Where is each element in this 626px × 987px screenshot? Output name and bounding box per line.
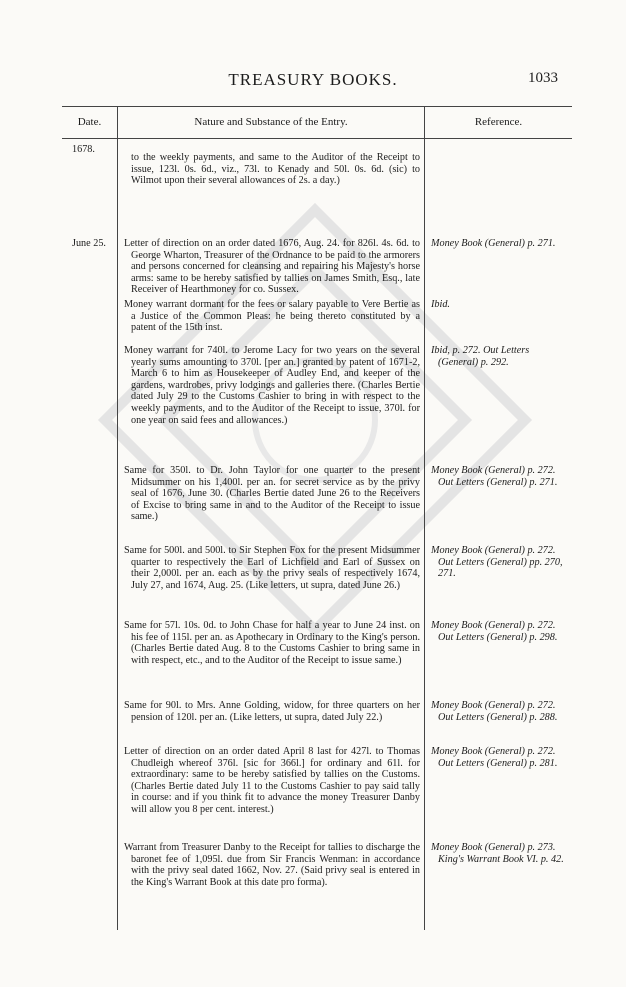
entry-reference: Ibid.	[431, 299, 450, 310]
column-header-nature: Nature and Substance of the Entry.	[194, 116, 348, 128]
entry-reference: Money Book (General) p. 272. Out Letters (General) p. 271.	[431, 465, 558, 488]
page-number: 1033	[528, 70, 558, 86]
entry-reference: Money Book (General) p. 273. King's Warrant Book VI. p. 42.	[431, 842, 564, 865]
entry-text: Money warrant dormant for the fees or salary payable to Vere Bertie as a Justice of the Common Pleas: he being thereto constituted by a patent of the 15th inst.	[124, 299, 420, 334]
entry-text: Same for 500l. and 500l. to Sir Stephen Fox for the present Midsummer quarter to respectively the Earl of Lichfield and Earl of Sussex on their 2,000l. per an. each as by the privy seals of respectively 1674, July 27, and 1674, Aug. 25. (Like letters, ut supra, dated June 26.)	[124, 545, 420, 591]
entry-text: Letter of direction on an order dated 1676, Aug. 24. for 826l. 4s. 6d. to George Wharton, Treasurer of the Ordnance to be paid to the armorers and persons concerned for cleansing and repairing his Majesty's horse arms: same to be hereby satisfied by tallies on James Smith, Esq., late Receiver of Hearthmoney for co. Sussex.	[124, 238, 420, 296]
entry-text: Letter of direction on an order dated April 8 last for 427l. to Thomas Chudleigh whereof 376l. [sic for 366l.] for ordinary and 61l. for extraordinary: same to be hereby satisfied by tallies on the Customs. (Charles Bertie dated July 11 to the Customs Cashier to pay said tally in course: and if you think fit to advance the money Treasurer Danby will allow you 8 per cent. interest.)	[124, 746, 420, 815]
column-header-date: Date.	[77, 116, 102, 128]
entry-text: to the weekly payments, and same to the Auditor of the Receipt to issue, 123l. 0s. 6d., viz., 73l. to Kenady and 50l. 0s. 6d. (sic) to Wilmot upon their several allowances of 2s. a day.)	[131, 152, 420, 187]
entry-text: Money warrant for 740l. to Jerome Lacy for two years on the several yearly sums amounting to 370l. [per an.] granted by patent of 1671-2, March 6 to him as Housekeeper of Audley End, and keeper of the gardens, wardrobes, privy lodgings and galleries there. (Charles Bertie dated July 29 to the Customs Cashier to bring in with respect to the weekly payments, and to the Auditor of the Receipt to issue, 370l. for one year on said fees and allowances.)	[124, 345, 420, 426]
entry-text: Warrant from Treasurer Danby to the Receipt for tallies to discharge the baronet fee of 1,095l. due from Sir Francis Wenman: in accordance with the privy seal dated 1662, Nov. 27. (Said privy seal is entered in the King's Warrant Book at this date pro forma).	[124, 842, 420, 888]
table-header-rule	[62, 138, 572, 139]
entry-date: June 25.	[72, 238, 106, 249]
entry-reference: Money Book (General) p. 272. Out Letters (General) p. 281.	[431, 746, 558, 769]
column-divider-reference	[424, 106, 425, 930]
entry-reference: Money Book (General) p. 272. Out Letters (General) pp. 270, 271.	[431, 545, 563, 580]
entry-reference: Money Book (General) p. 272. Out Letters (General) p. 288.	[431, 700, 558, 723]
entry-reference: Money Book (General) p. 272. Out Letters (General) p. 298.	[431, 620, 558, 643]
entry-reference: Ibid, p. 272. Out Letters (General) p. 292.	[431, 345, 530, 368]
entry-date: 1678.	[72, 144, 95, 155]
entry-reference: Money Book (General) p. 271.	[431, 238, 556, 249]
table-top-rule	[62, 106, 572, 107]
entry-text: Same for 57l. 10s. 0d. to John Chase for half a year to June 24 inst. on his fee of 115l. per an. as Apothecary in Ordinary to the King's person. (Charles Bertie dated Aug. 8 to the Customs Cashier to bring same in with respect, etc., and to the Auditor of the Receipt to issue same.)	[124, 620, 420, 666]
entry-text: Same for 350l. to Dr. John Taylor for one quarter to the present Midsummer on his 1,400l. per an. for secret service as by the privy seal of 1676, June 30. (Charles Bertie dated June 26 to the Receivers of Excise to bring same in and to the Auditor of the Receipt to issue same.)	[124, 465, 420, 523]
page-title: TREASURY BOOKS.	[228, 70, 398, 89]
column-header-reference: Reference.	[474, 116, 523, 128]
entry-text: Same for 90l. to Mrs. Anne Golding, widow, for three quarters on her pension of 120l. per an. (Like letters, ut supra, dated July 22.)	[124, 700, 420, 723]
column-divider-date	[117, 106, 118, 930]
